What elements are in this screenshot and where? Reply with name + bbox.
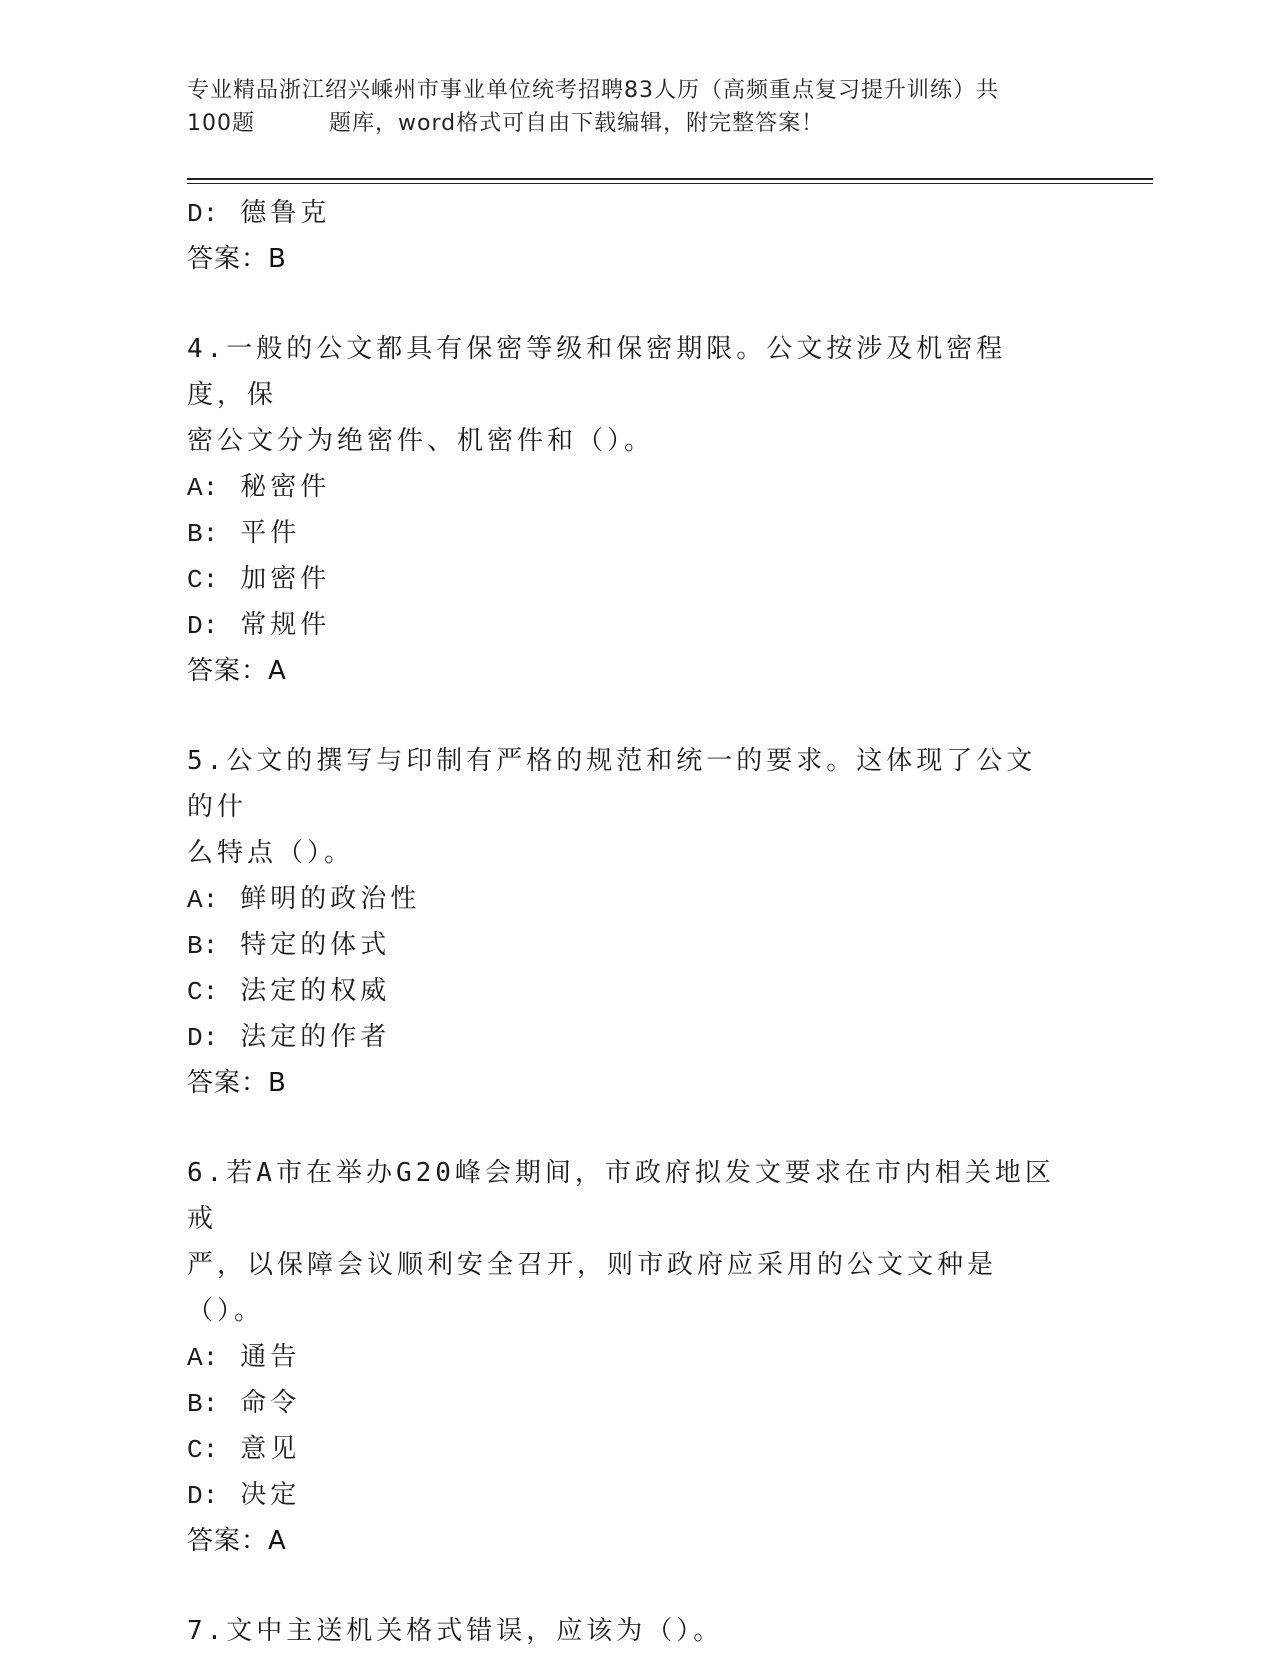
question-6-line-1: 6.若A市在举办G20峰会期间，市政府拟发文要求在市内相关地区戒 <box>187 1158 1055 1234</box>
header-rule-thin <box>187 183 1153 184</box>
question-6-option-c: C: 意见 <box>187 1434 301 1465</box>
question-6-answer: 答案：A <box>187 1526 287 1556</box>
question-4-option-a: A: 秘密件 <box>187 472 331 503</box>
question-5-answer: 答案：B <box>187 1068 287 1098</box>
question-5-text <box>187 738 1057 876</box>
header-title-line-2 <box>187 107 1087 140</box>
header-subtitle: 题库，word格式可自由下载编辑，附完整答案！ <box>329 111 825 136</box>
question-5-line-2: 么特点（）。 <box>187 838 355 868</box>
question-4-text <box>187 326 1057 464</box>
question-6-line-2: 严，以保障会议顺利安全召开，则市政府应采用的公文文种是（）。 <box>187 1250 998 1326</box>
question-6-option-a: A: 通告 <box>187 1342 301 1373</box>
question-5-option-b: B: 特定的体式 <box>187 930 391 961</box>
header-rule-thick <box>187 178 1153 180</box>
question-5-option-a: A: 鲜明的政治性 <box>187 884 421 915</box>
prev-answer: 答案：B <box>187 244 287 274</box>
question-4-option-b: B: 平件 <box>187 518 301 549</box>
question-4-line-2: 密公文分为绝密件、机密件和（）。 <box>187 426 655 456</box>
header-count: 100题 <box>187 111 255 136</box>
question-4-line-1: 4.一般的公文都具有保密等级和保密期限。公文按涉及机密程度，保 <box>187 334 1007 410</box>
prev-option-d: D: 德鲁克 <box>187 198 331 229</box>
question-5-option-d: D: 法定的作者 <box>187 1022 391 1053</box>
question-7-text <box>187 1608 1057 1654</box>
question-5-option-c: C: 法定的权威 <box>187 976 391 1007</box>
question-4-answer: 答案：A <box>187 656 287 686</box>
question-4-option-d: D: 常规件 <box>187 610 331 641</box>
document-body <box>187 190 1087 1654</box>
question-5-line-1: 5.公文的撰写与印制有严格的规范和统一的要求。这体现了公文的什 <box>187 746 1037 822</box>
question-6-option-d: D: 决定 <box>187 1480 301 1511</box>
header-title-line-1: 专业精品浙江绍兴嵊州市事业单位统考招聘83人历（高频重点复习提升训练）共 <box>187 78 999 103</box>
question-4-option-c: C: 加密件 <box>187 564 331 595</box>
question-7-line-1: 7.文中主送机关格式错误，应该为（）。 <box>187 1616 724 1646</box>
question-6-option-b: B: 命令 <box>187 1388 301 1419</box>
question-6-text <box>187 1150 1057 1334</box>
document-header <box>187 74 1087 140</box>
